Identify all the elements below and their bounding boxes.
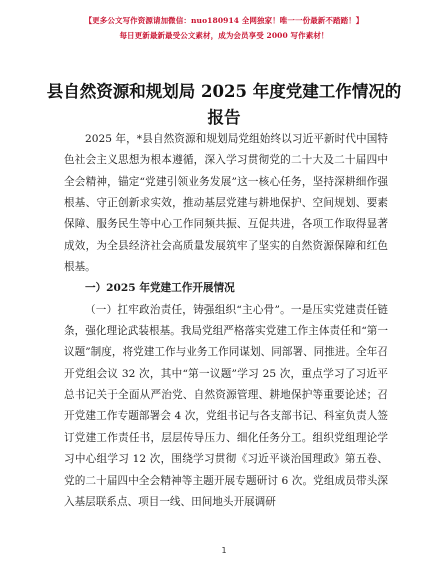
body-paragraph: （一）扛牢政治责任，铸强组织“主心骨”。一是压实党建责任链条，强化理论武装根基。我局党组严格落实党建工作主体责任和“第一议题”制度，将党建工作与业务工作同谋划、同部署、同推进。全年召开党组会议 32 次，其中“第一议题”学习 25 次，重点学习了习近平总书记关于全面从严治党、自然资源管理、耕地保护等重要论述；召开党建工作专题部署会 4 次，党组书记与各支部书记、科室负责人签订党建工作责任书，层层传导压力、细化任务分工。组织党组理论学习中心组学习 12 次，围绕学习贯彻《习近平谈治国理政》第五卷、党的二十届四中全会精神等主题开展专题研讨 6 次。党组成员带头深入基层联系点、项目一线、田间地头开展调研 [64,303,388,508]
promo-line-1: 【更多公文写作资源请加微信：nuo180914 全网独家！唯一一份最新不踏踏！】 [84,16,364,25]
page-number: 1 [221,546,227,555]
document-body [64,129,388,513]
document-title-line-2: 报告 [207,108,241,127]
intro-paragraph: 2025 年，*县自然资源和规划局党组始终以习近平新时代中国特色社会主义思想为根本遵循，深入学习贯彻党的二十大及二十届四中全会精神，锚定“党建引领业务发展”这一核心任务，坚持深耕细作强根基、守正创新求实效，推动基层党建与耕地保护、空间规划、要素保障、服务民生等中心工作同频共振、互促共进，各项工作取得显著成效，为全县经济社会高质量发展筑牢了坚实的自然资源保障和红色根基。 [64,133,388,274]
promo-line-2: 每日更新最新最受公文素材，成为会员享受 2000 写作素材！ [119,31,329,40]
section-heading: 一）2025 年党建工作开展情况 [85,282,235,295]
document-title-line-1: 县自然资源和规划局 2025 年度党建工作情况的 [46,82,402,101]
